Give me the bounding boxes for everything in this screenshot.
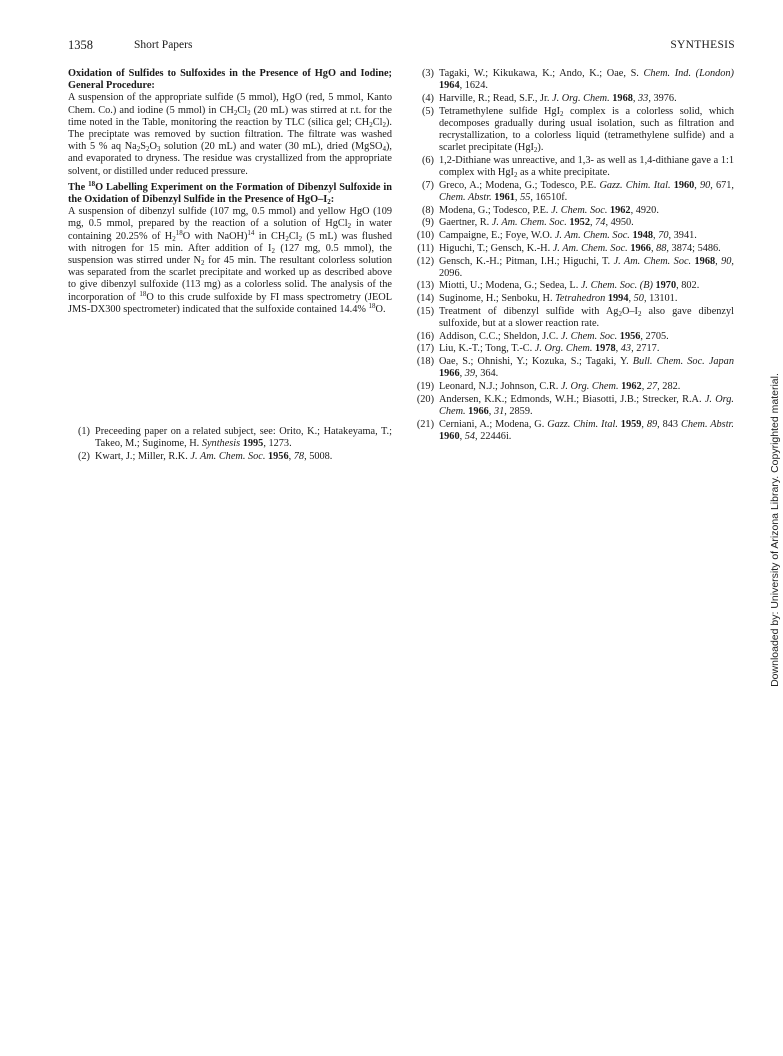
reference-18: (18) Oae, S.; Ohnishi, Y.; Kozuka, S.; Tagaki, Y. Bull. Chem. Soc. Japan 1966, 39, 364. <box>416 356 734 380</box>
reference-10: (10) Campaigne, E.; Foye, W.O. J. Am. Chem. Soc. 1948, 70, 3941. <box>416 230 697 242</box>
reference-12: (12) Gensch, K.-H.; Pitman, I.H.; Higuchi, T. J. Am. Chem. Soc. 1968, 90, 2096. <box>416 255 734 279</box>
procedure1-body: A suspension of the appropriate sulfide (5 mmol), HgO (red, 5 mmol, Kanto Chem. Co.) and iodine (5 mmol) in $CH_2Cl_2$ (20 mL) was stirred at r.t. for the time noted in the Table, monitoring the reaction by TLC (silica gel; $CH_2Cl_2$). The preciptate was removed by suction filtration. The filtrate was washed with 5 % aq $Na_2S_2O_3$ solution (20 mL) and water (30 mL), dried (MgSO$_4$), and evaporated to dryness. The residue was crystallized from the appropriate solvent, or distilled under reduced pressure. <box>68 92 392 177</box>
procedure2-title: The $^{18}$O Labelling Experiment on the Formation of Dibenzyl Sulfoxide in the Oxidation of Dibenzyl Sulfide in the Presence of HgO–$I_2$: <box>68 179 392 207</box>
reference-13: (13) Miotti, U.; Modena, G.; Sedea, L. J. Chem. Soc. (B) 1970, 802. <box>416 280 700 292</box>
reference-11: (11) Higuchi, T.; Gensch, K.-H. J. Am. Chem. Soc. 1966, 88, 3874; 5486. <box>417 242 721 254</box>
reference-16: (16) Addison, C.C.; Sheldon, J.C. J. Chem. Soc. 1956, 2705. <box>416 330 669 342</box>
references-right <box>412 68 734 444</box>
reference-20: (20) Andersen, K.K.; Edmonds, W.H.; Biasotti, J.B.; Strecker, R.A. J. Org. Chem. 1966, 31, 2859. <box>416 393 734 417</box>
procedure2-body: A suspension of dibenzyl sulfide (107 mg, 0.5 mmol) and yellow HgO (109 mg, 0.5 mmol, prepared by the reaction of a solution of HgCl$_2$ in water containing 20.25% of $H_2^{18}O$ with NaOH)$^{14}$ in $CH_2Cl_2$ (5 mL) was flushed with nitrogen for 15 min. After addition of $I_2$ (127 mg, 0.5 mmol), the suspension was stirred under $N_2$ for 45 min. The resultant colorless solution was separated from the scarlet precipitate and worked up as described above to give dibenzyl sulfoxide (113 mg) as a colorless solid. The analysis of the incorporation of $^{18}$O to this crude sulfoxide by FI mass spectrometry (JEOL JMS-DX300 spectrometer) indicated that the sulfoxide contained 14.4% $^{18}$O. <box>68 206 393 315</box>
reference-9: (9) Gaertner, R. J. Am. Chem. Soc. 1952, 74, 4950. <box>421 217 634 229</box>
reference-6: (6) 1,2-Dithiane was unreactive, and 1,3- as well as 1,4-dithiane gave a 1:1 complex with HgI$_2$ as a white precipitate. <box>421 154 734 180</box>
download-notice <box>768 370 782 690</box>
reference-4: (4) Harville, R.; Read, S.F., Jr. J. Org. Chem. 1968, 33, 3976. <box>421 92 677 104</box>
page-number: 1358 <box>68 38 93 52</box>
reference-14: (14) Suginome, H.; Senboku, H. Tetrahedron 1994, 50, 13101. <box>416 293 678 305</box>
journal-name: SYNTHESIS <box>670 39 735 51</box>
reference-7: (7) Greco, A.; Modena, G.; Todesco, P.E. Gazz. Chim. Ital. 1960, 90, 671, Chem. Abstr. 1961, 55, 16510f. <box>421 179 734 204</box>
reference-2: (2) Kwart, J.; Miller, R.K. J. Am. Chem. Soc. 1956, 78, 5008. <box>77 450 333 462</box>
procedure1-title: Oxidation of Sulfides to Sulfoxides in the Presence of HgO and Iodine; General Procedure: <box>68 68 392 92</box>
reference-8: (8) Modena, G.; Todesco, P.E. J. Chem. Soc. 1962, 4920. <box>421 204 659 216</box>
reference-15: (15) Treatment of dibenzyl sulfide with $Ag_2O-I_2$ also gave dibenzyl sulfoxide, but at a slower reaction rate. <box>416 305 734 330</box>
section-title: Short Papers <box>134 39 193 51</box>
reference-21: (21) Cerniani, A.; Modena, G. Gazz. Chim. Ital. 1959, 89, 843 Chem. Abstr. 1960, 54, 22446i. <box>416 418 734 442</box>
left-column <box>68 68 392 320</box>
reference-1: (1) Preceeding paper on a related subject, see: Orito, K.; Hatakeyama, T.; Takeo, M.; Suginome, H. Synthesis 1995, 1273. <box>77 426 392 450</box>
page-header <box>68 38 735 56</box>
reference-3: (3) Tagaki, W.; Kikukawa, K.; Ando, K.; Oae, S. Chem. Ind. (London) 1964, 1624. <box>421 68 734 92</box>
reference-5: (5) Tetramethylene sulfide HgI$_2$ complex is a colorless solid, which decomposes gradually during usual isolation, such as filtration and recrystallization, to a colorless liquid (tetramethylene sulfide) and a scarlet precipitate (HgI$_2$). <box>421 105 734 155</box>
download-notice-text: Downloaded by: University of Arizona Library. Copyrighted material. <box>769 373 781 687</box>
reference-19: (19) Leonard, N.J.; Johnson, C.R. J. Org. Chem. 1962, 27, 282. <box>416 381 681 393</box>
reference-17: (17) Liu, K.-T.; Tong, T.-C. J. Org. Chem. 1978, 43, 2717. <box>416 343 660 355</box>
references-left <box>68 426 392 464</box>
